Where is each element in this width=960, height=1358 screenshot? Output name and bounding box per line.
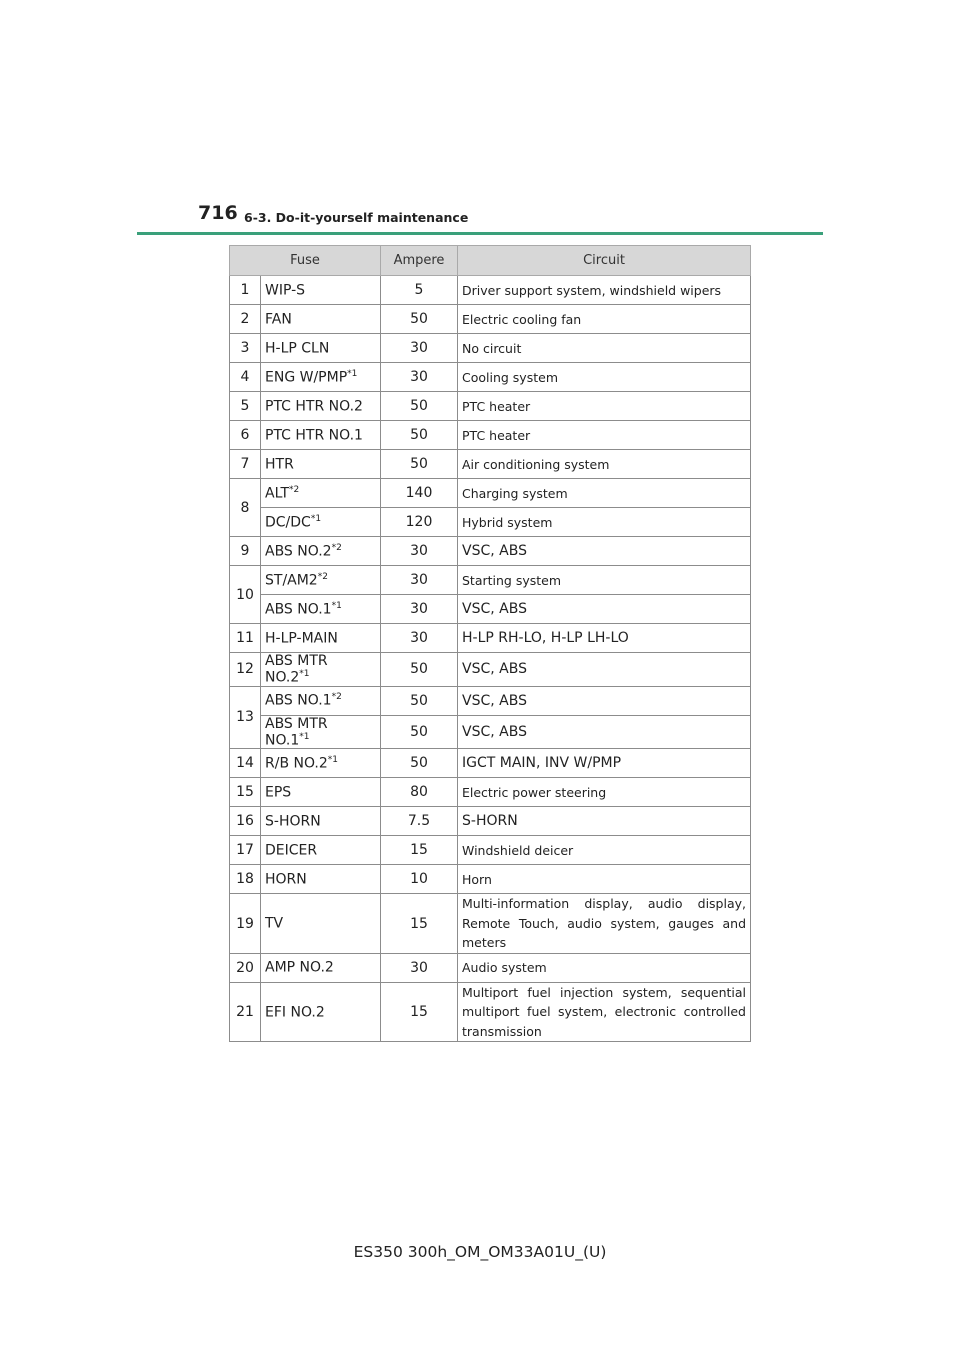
fuse-name: HORN (261, 865, 381, 894)
fuse-number: 2 (230, 305, 261, 334)
fuse-name: PTC HTR NO.1 (261, 421, 381, 450)
fuse-circuit: Audio system (458, 953, 751, 982)
fuse-ampere: 30 (381, 624, 458, 653)
fuse-number: 15 (230, 778, 261, 807)
fuse-circuit: Electric power steering (458, 778, 751, 807)
fuse-table (229, 245, 751, 1042)
fuse-name: S-HORN (261, 807, 381, 836)
fuse-circuit: Multiport fuel injection system, sequential multiport fuel system, electronic controlled transmission (458, 982, 751, 1042)
fuse-name: ST/AM2$^{*2}$ (261, 566, 381, 595)
fuse-number: 10 (230, 566, 261, 624)
table-row (230, 363, 751, 392)
fuse-number: 12 (230, 653, 261, 687)
table-row (230, 334, 751, 363)
fuse-ampere: 50 (381, 392, 458, 421)
fuse-name: H-LP CLN (261, 334, 381, 363)
fuse-circuit: Starting system (458, 566, 751, 595)
fuse-number: 3 (230, 334, 261, 363)
fuse-circuit: Driver support system, windshield wipers (458, 276, 751, 305)
fuse-circuit: VSC, ABS (458, 595, 751, 624)
fuse-ampere: 30 (381, 363, 458, 392)
table-header-row (230, 246, 751, 276)
table-row (230, 595, 751, 624)
column-header-fuse: Fuse (230, 246, 381, 276)
fuse-name: TV (261, 894, 381, 954)
table-row (230, 537, 751, 566)
fuse-circuit: Horn (458, 865, 751, 894)
fuse-ampere: 7.5 (381, 807, 458, 836)
table-row (230, 749, 751, 778)
table-row (230, 276, 751, 305)
fuse-name: R/B NO.2$^{*1}$ (261, 749, 381, 778)
table-row (230, 479, 751, 508)
fuse-name: EFI NO.2 (261, 982, 381, 1042)
table-row (230, 982, 751, 1042)
fuse-ampere: 30 (381, 537, 458, 566)
fuse-name: AMP NO.2 (261, 953, 381, 982)
fuse-circuit: Multi-information display, audio display, Remote Touch, audio system, gauges and meters (458, 894, 751, 954)
fuse-ampere: 30 (381, 953, 458, 982)
table-row (230, 392, 751, 421)
fuse-circuit: VSC, ABS (458, 686, 751, 715)
header-divider (137, 232, 823, 235)
fuse-number: 6 (230, 421, 261, 450)
table-row (230, 421, 751, 450)
fuse-circuit: VSC, ABS (458, 715, 751, 749)
fuse-number: 7 (230, 450, 261, 479)
fuse-name: ABS MTR NO.2$^{*1}$ (261, 653, 381, 687)
fuse-ampere: 50 (381, 686, 458, 715)
table-row (230, 566, 751, 595)
fuse-name: FAN (261, 305, 381, 334)
table-row (230, 305, 751, 334)
fuse-number: 13 (230, 686, 261, 749)
fuse-circuit: Cooling system (458, 363, 751, 392)
fuse-name: EPS (261, 778, 381, 807)
fuse-name: WIP-S (261, 276, 381, 305)
fuse-circuit: Air conditioning system (458, 450, 751, 479)
fuse-number: 9 (230, 537, 261, 566)
fuse-circuit: H-LP RH-LO, H-LP LH-LO (458, 624, 751, 653)
fuse-ampere: 140 (381, 479, 458, 508)
table-row (230, 807, 751, 836)
section-title: 6-3. Do-it-yourself maintenance (244, 210, 469, 225)
table-row (230, 653, 751, 687)
fuse-number: 14 (230, 749, 261, 778)
fuse-name: DC/DC$^{*1}$ (261, 508, 381, 537)
fuse-ampere: 15 (381, 982, 458, 1042)
fuse-ampere: 50 (381, 715, 458, 749)
table-row (230, 715, 751, 749)
fuse-name: H-LP-MAIN (261, 624, 381, 653)
fuse-number: 20 (230, 953, 261, 982)
fuse-number: 11 (230, 624, 261, 653)
fuse-circuit: Windshield deicer (458, 836, 751, 865)
fuse-ampere: 50 (381, 749, 458, 778)
fuse-number: 5 (230, 392, 261, 421)
fuse-circuit: Electric cooling fan (458, 305, 751, 334)
table-row (230, 894, 751, 954)
fuse-circuit: No circuit (458, 334, 751, 363)
fuse-ampere: 30 (381, 595, 458, 624)
fuse-ampere: 50 (381, 653, 458, 687)
fuse-ampere: 120 (381, 508, 458, 537)
fuse-circuit: Charging system (458, 479, 751, 508)
fuse-circuit: PTC heater (458, 421, 751, 450)
table-row (230, 836, 751, 865)
column-header-circuit: Circuit (458, 246, 751, 276)
table-row (230, 508, 751, 537)
table-row (230, 686, 751, 715)
fuse-circuit: VSC, ABS (458, 537, 751, 566)
table-row (230, 953, 751, 982)
fuse-name: ABS NO.1$^{*1}$ (261, 595, 381, 624)
page-number: 716 (198, 202, 238, 224)
fuse-number: 17 (230, 836, 261, 865)
fuse-name: ABS NO.1$^{*2}$ (261, 686, 381, 715)
fuse-name: ABS NO.2$^{*2}$ (261, 537, 381, 566)
fuse-ampere: 50 (381, 305, 458, 334)
document-code: ES350 300h_OM_OM33A01U_(U) (353, 1243, 607, 1261)
column-header-ampere: Ampere (381, 246, 458, 276)
table-row (230, 450, 751, 479)
fuse-ampere: 15 (381, 894, 458, 954)
fuse-ampere: 50 (381, 450, 458, 479)
fuse-ampere: 50 (381, 421, 458, 450)
fuse-number: 18 (230, 865, 261, 894)
fuse-ampere: 5 (381, 276, 458, 305)
fuse-circuit: PTC heater (458, 392, 751, 421)
fuse-ampere: 15 (381, 836, 458, 865)
fuse-circuit: IGCT MAIN, INV W/PMP (458, 749, 751, 778)
fuse-name: ABS MTR NO.1$^{*1}$ (261, 715, 381, 749)
fuse-name: DEICER (261, 836, 381, 865)
fuse-name: PTC HTR NO.2 (261, 392, 381, 421)
fuse-ampere: 30 (381, 566, 458, 595)
table-row (230, 624, 751, 653)
fuse-circuit: VSC, ABS (458, 653, 751, 687)
fuse-circuit: S-HORN (458, 807, 751, 836)
table-row (230, 778, 751, 807)
fuse-number: 19 (230, 894, 261, 954)
table-row (230, 865, 751, 894)
fuse-ampere: 80 (381, 778, 458, 807)
fuse-number: 21 (230, 982, 261, 1042)
fuse-circuit: Hybrid system (458, 508, 751, 537)
fuse-name: HTR (261, 450, 381, 479)
fuse-number: 4 (230, 363, 261, 392)
fuse-number: 8 (230, 479, 261, 537)
fuse-ampere: 30 (381, 334, 458, 363)
fuse-number: 1 (230, 276, 261, 305)
fuse-name: ALT$^{*2}$ (261, 479, 381, 508)
fuse-ampere: 10 (381, 865, 458, 894)
fuse-number: 16 (230, 807, 261, 836)
fuse-name: ENG W/PMP$^{*1}$ (261, 363, 381, 392)
